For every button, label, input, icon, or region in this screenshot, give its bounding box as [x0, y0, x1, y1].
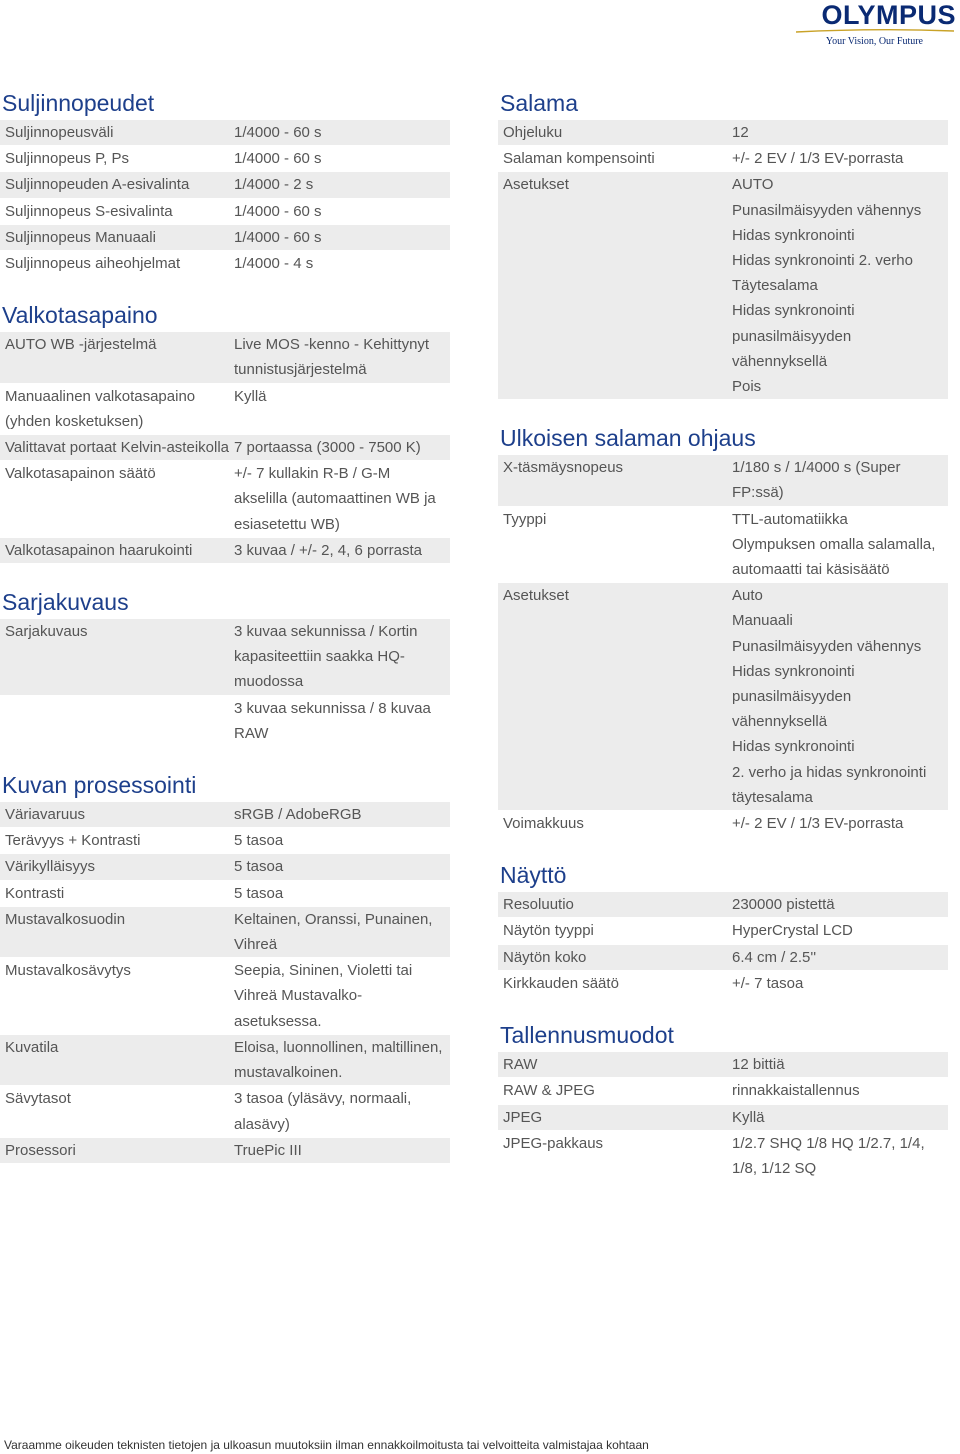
spec-value: 230000 pistettä: [732, 896, 835, 914]
spec-table: [0, 332, 450, 564]
spec-row: [0, 146, 450, 172]
spec-label: Asetukset: [503, 176, 569, 194]
spec-label: Suljinnopeus aiheohjelmat: [5, 255, 181, 273]
spec-table: [498, 1052, 948, 1182]
spec-value: 6.4 cm / 2.5'': [732, 948, 817, 966]
section-title: Tallennusmuodot: [500, 1022, 674, 1049]
spec-row: [0, 251, 450, 277]
spec-value: 1/4000 - 60 s: [234, 150, 322, 168]
spec-row: [0, 828, 450, 854]
spec-label: RAW: [503, 1056, 538, 1074]
section-spacer: [0, 277, 450, 299]
spec-label: JPEG: [503, 1108, 543, 1126]
section-title: Kuvan prosessointi: [2, 772, 197, 799]
section-spacer: [498, 400, 948, 422]
spec-label: Valkotasapainon säätö: [5, 465, 156, 483]
spec-label: Prosessori: [5, 1141, 76, 1159]
spec-value: 1/2.7 SHQ 1/8 HQ 1/2.7, 1/4, 1/8, 1/12 SQ: [732, 1134, 925, 1177]
spec-value: TTL-automatiikka Olympuksen omalla salamalla, automaatti tai käsisäätö: [732, 510, 936, 579]
spec-value: Auto Manuaali Punasilmäisyyden vähennys Hidas synkronointi punasilmäisyyden vähennyksellä Hidas synkronointi 2. verho ja hidas synkronointi täytesalama: [732, 587, 927, 806]
spec-value: HyperCrystal LCD: [732, 922, 853, 940]
spec-label: Tyyppi: [503, 510, 547, 528]
spec-label: Valittavat portaat Kelvin-asteikolla: [5, 439, 230, 457]
spec-label: RAW & JPEG: [503, 1082, 595, 1100]
spec-value: Kyllä: [732, 1108, 765, 1126]
spec-row: [0, 120, 450, 146]
spec-row: [0, 854, 450, 880]
spec-row: [0, 461, 450, 538]
spec-table: [0, 802, 450, 1164]
spec-row: [0, 1086, 450, 1137]
section-spacer: [498, 837, 948, 859]
spec-label: [0, 696, 234, 746]
spec-value: 3 kuvaa sekunnissa / 8 kuvaa RAW: [234, 699, 431, 742]
spec-value: +/- 2 EV / 1/3 EV-porrasta: [732, 150, 904, 168]
section-title: Sarjakuvaus: [2, 589, 129, 616]
spec-row: [498, 146, 948, 172]
spec-row: [498, 1078, 948, 1104]
spec-value: rinnakkaistallennus: [732, 1082, 860, 1100]
spec-value: 3 kuvaa / +/- 2, 4, 6 porrasta: [234, 541, 423, 559]
section-sarjakuvaus: [0, 586, 450, 747]
spec-value: 5 tasoa: [234, 884, 284, 902]
spec-label: Valkotasapainon haarukointi: [5, 541, 193, 559]
spec-label: Suljinnopeusväli: [5, 124, 114, 141]
spec-row: [498, 507, 948, 584]
spec-row: [498, 120, 948, 146]
spec-label: Sarjakuvaus: [5, 623, 88, 641]
spec-label: Kirkkauden säätö: [503, 974, 619, 992]
spec-value: Eloisa, luonnollinen, maltillinen, mustavalkoinen.: [234, 1038, 443, 1082]
section-spacer: [0, 747, 450, 769]
spec-table: [0, 120, 450, 277]
spec-row: [498, 583, 948, 811]
spec-row: [498, 945, 948, 971]
spec-value: 5 tasoa: [234, 858, 284, 876]
section-naytto: [498, 859, 948, 997]
olympus-logo: [790, 0, 956, 56]
spec-value: +/- 7 kullakin R-B / G-M akselilla (automaattinen WB ja esiasetettu WB): [234, 465, 436, 533]
spec-value: sRGB / AdobeRGB: [234, 806, 362, 824]
spec-row: [0, 332, 450, 383]
section-tallennusmuodot: [498, 1019, 948, 1182]
spec-row: [0, 802, 450, 828]
spec-value: +/- 7 tasoa: [732, 974, 804, 992]
section-title: Ulkoisen salaman ohjaus: [500, 425, 756, 452]
spec-value: 1/4000 - 2 s: [234, 176, 314, 194]
section-valkotasapaino: [0, 299, 450, 564]
spec-label: Väriavaruus: [5, 806, 86, 824]
spec-row: [0, 199, 450, 225]
section-spacer: [498, 997, 948, 1019]
spec-label: X-täsmäysnopeus: [503, 459, 624, 477]
spec-label: Suljinnopeuden A-esivalinta: [5, 176, 190, 194]
spec-label: Salaman kompensointi: [503, 150, 655, 168]
spec-value: +/- 2 EV / 1/3 EV-porrasta: [732, 815, 904, 833]
spec-value: 12: [732, 124, 749, 141]
spec-row: [498, 971, 948, 997]
spec-row: [0, 538, 450, 564]
spec-label: Suljinnopeus P, Ps: [5, 150, 129, 168]
spec-value: Kyllä: [234, 387, 267, 405]
spec-value: AUTO Punasilmäisyyden vähennys Hidas synkronointi Hidas synkronointi 2. verho Täytesalama Hidas synkronointi punasilmäisyyden vähennyksellä Pois: [732, 176, 922, 396]
spec-value: Live MOS -kenno - Kehittynyt tunnistusjärjestelmä: [234, 336, 430, 379]
spec-label: Ohjeluku: [503, 124, 563, 141]
spec-label: Mustavalkosävytys: [5, 962, 131, 980]
spec-row: [498, 455, 948, 506]
spec-value: 3 kuvaa sekunnissa / Kortin kapasiteettiin saakka HQ-muodossa: [234, 623, 418, 691]
spec-row: [0, 619, 450, 696]
spec-row: [0, 696, 450, 747]
spec-row: [0, 1035, 450, 1086]
section-kuvan-prosessointi: [0, 769, 450, 1164]
spec-value: 12 bittiä: [732, 1056, 785, 1074]
spec-value: 5 tasoa: [234, 832, 284, 850]
spec-label: Kontrasti: [5, 884, 65, 902]
spec-row: [0, 435, 450, 461]
spec-row: [0, 384, 450, 435]
left-column: [0, 87, 450, 1164]
spec-row: [0, 881, 450, 907]
spec-label: AUTO WB -järjestelmä: [5, 336, 157, 354]
spec-row: [0, 225, 450, 251]
section-spacer: [0, 564, 450, 586]
spec-row: [498, 918, 948, 944]
logo-tagline: Your Vision, Our Future: [825, 36, 923, 47]
spec-row: [0, 172, 450, 198]
spec-value: Keltainen, Oranssi, Punainen, Vihreä: [234, 910, 433, 954]
spec-label: Värikylläisyys: [5, 858, 96, 876]
section-suljinnopeudet: [0, 87, 450, 277]
spec-row: [0, 1138, 450, 1164]
spec-label: Asetukset: [503, 587, 569, 605]
spec-label: Kuvatila: [5, 1038, 59, 1056]
spec-row: [0, 958, 450, 1035]
spec-table: [498, 120, 948, 400]
spec-row: [498, 1052, 948, 1078]
spec-label: Näytön tyyppi: [503, 922, 594, 940]
right-column: [498, 87, 948, 1182]
logo-wordmark: OLYMPUS: [821, 0, 956, 30]
spec-table: [0, 619, 450, 747]
spec-label: Suljinnopeus S-esivalinta: [5, 202, 173, 220]
spec-row: [498, 172, 948, 400]
spec-value: 1/4000 - 60 s: [234, 202, 322, 220]
spec-label: Sävytasot: [5, 1090, 71, 1108]
spec-value: 7 portaassa (3000 - 7500 K): [234, 439, 421, 457]
footer-disclaimer: Varaamme oikeuden teknisten tietojen ja ulkoasun muutoksiin ilman ennakkoilmoitusta tai velvoitteita valmistajaa kohtaan: [4, 1438, 649, 1452]
spec-value: 1/180 s / 1/4000 s (Super FP:ssä): [732, 459, 901, 502]
spec-table: [498, 455, 948, 837]
spec-label: Suljinnopeus Manuaali: [5, 228, 156, 246]
spec-label: Näytön koko: [503, 948, 587, 966]
spec-row: [498, 1131, 948, 1182]
spec-value: 3 tasoa (yläsävy, normaali, alasävy): [234, 1090, 412, 1133]
spec-row: [0, 907, 450, 958]
section-ulkoisen-salaman-ohjaus: [498, 422, 948, 837]
spec-label: Voimakkuus: [503, 815, 584, 833]
spec-value: 1/4000 - 60 s: [234, 228, 322, 246]
spec-label: Terävyys + Kontrasti: [5, 832, 141, 850]
section-title: Näyttö: [500, 862, 567, 889]
spec-label: Manuaalinen valkotasapaino (yhden kosketuksen): [5, 387, 196, 430]
spec-value: 1/4000 - 60 s: [234, 124, 322, 141]
section-title: Suljinnopeudet: [2, 90, 155, 116]
spec-row: [498, 892, 948, 918]
spec-table: [498, 892, 948, 997]
spec-value: 1/4000 - 4 s: [234, 255, 314, 273]
section-title: Salama: [500, 90, 578, 116]
spec-label: Mustavalkosuodin: [5, 910, 126, 928]
section-title: Valkotasapaino: [2, 302, 158, 329]
section-salama: [498, 87, 948, 400]
spec-value: TruePic III: [234, 1141, 302, 1159]
logo-swoosh-icon: [796, 29, 954, 33]
spec-label: Resoluutio: [503, 896, 574, 914]
spec-row: [498, 811, 948, 837]
spec-value: Seepia, Sininen, Violetti tai Vihreä Mustavalko-asetuksessa.: [234, 962, 413, 1030]
spec-label: JPEG-pakkaus: [503, 1134, 604, 1152]
spec-row: [498, 1105, 948, 1131]
